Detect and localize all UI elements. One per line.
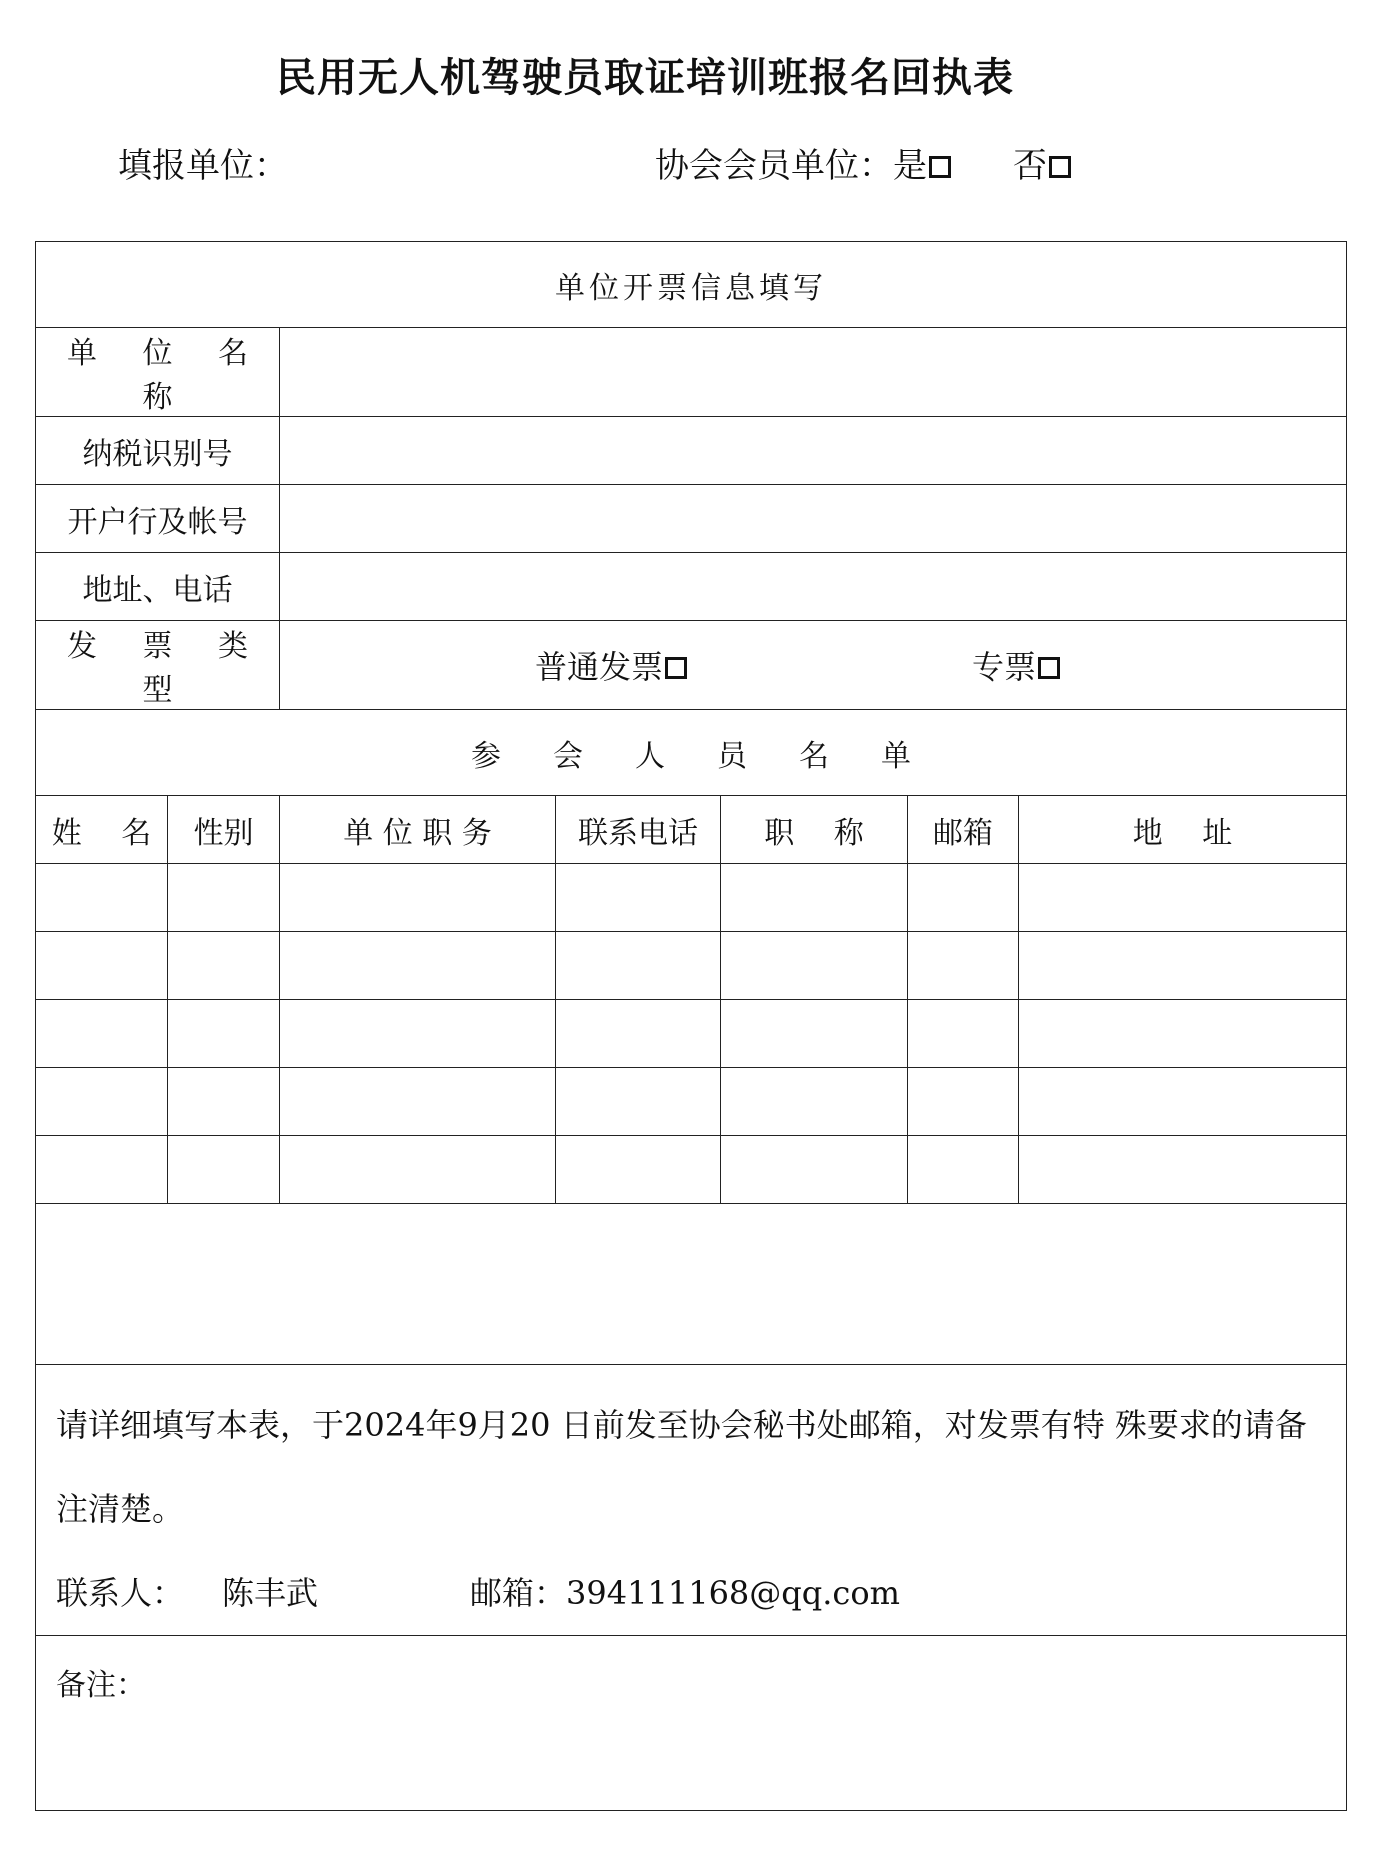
address-phone-field[interactable] <box>280 553 1347 621</box>
participants-section-title <box>36 710 1347 796</box>
participant-phone-cell[interactable] <box>556 1136 721 1204</box>
participant-phone-cell[interactable] <box>556 1000 721 1068</box>
member-unit-row <box>655 138 1071 187</box>
col-header-phone: 联系电话 <box>556 796 721 864</box>
participant-row <box>36 1068 1347 1136</box>
remark-label: 备注： <box>56 1668 146 1703</box>
invoice-normal-checkbox[interactable] <box>665 657 687 679</box>
participant-email-cell[interactable] <box>908 864 1019 932</box>
email-label: 邮箱： <box>470 1574 567 1612</box>
invoice-type-options <box>280 621 1347 710</box>
bank-account-field[interactable] <box>280 485 1347 553</box>
member-no-checkbox[interactable] <box>1049 156 1071 178</box>
participants-title-char: 名 <box>799 738 829 774</box>
contact-label: 联系人： <box>56 1574 185 1612</box>
invoice-option-normal-label: 普通发票 <box>535 648 664 686</box>
participant-gender-cell[interactable] <box>168 932 280 1000</box>
participant-gender-cell[interactable] <box>168 1000 280 1068</box>
participant-address-cell[interactable] <box>1019 1068 1347 1136</box>
invoice-section-title: 单位开票信息填写 <box>36 242 1347 328</box>
participant-address-cell[interactable] <box>1019 932 1347 1000</box>
participant-title-cell[interactable] <box>721 932 908 1000</box>
participant-position-cell[interactable] <box>280 1000 556 1068</box>
participant-address-cell[interactable] <box>1019 1136 1347 1204</box>
registration-form-table <box>35 241 1347 1811</box>
invoice-option-special-label: 专票 <box>972 648 1037 686</box>
participant-name-cell[interactable] <box>36 932 168 1000</box>
address-phone-label: 地址、电话 <box>36 553 280 621</box>
participant-row <box>36 1136 1347 1204</box>
invoice-special-checkbox[interactable] <box>1038 657 1060 679</box>
participant-phone-cell[interactable] <box>556 864 721 932</box>
contact-email: 394111168@qq.com <box>566 1574 900 1612</box>
participant-address-cell[interactable] <box>1019 864 1347 932</box>
participants-title-char: 会 <box>553 738 583 774</box>
participant-name-cell[interactable] <box>36 1136 168 1204</box>
blank-area[interactable] <box>36 1204 1347 1365</box>
remark-field[interactable] <box>36 1636 1347 1811</box>
invoice-option-special <box>972 642 1060 688</box>
invoice-row-bank <box>36 485 1347 553</box>
participant-email-cell[interactable] <box>908 932 1019 1000</box>
participant-title-cell[interactable] <box>721 1000 908 1068</box>
col-header-position: 单 位 职 务 <box>280 796 556 864</box>
participant-name-cell[interactable] <box>36 1068 168 1136</box>
member-no-label: 否 <box>1013 146 1047 186</box>
contact-name: 陈丰武 <box>222 1574 319 1612</box>
participant-position-cell[interactable] <box>280 1136 556 1204</box>
participant-email-cell[interactable] <box>908 1136 1019 1204</box>
unit-name-label: 单 位 名 称 <box>36 328 280 417</box>
tax-id-field[interactable] <box>280 417 1347 485</box>
participant-phone-cell[interactable] <box>556 1068 721 1136</box>
notice-cell <box>36 1365 1347 1636</box>
col-header-gender: 性别 <box>168 796 280 864</box>
participant-row <box>36 1000 1347 1068</box>
bank-account-label: 开户行及帐号 <box>36 485 280 553</box>
participant-title-cell[interactable] <box>721 1068 908 1136</box>
invoice-row-address-phone <box>36 553 1347 621</box>
reporting-unit-label: 填报单位： <box>118 146 288 186</box>
col-header-title: 职 称 <box>721 796 908 864</box>
participants-title-char: 员 <box>717 738 747 774</box>
participants-title-char: 单 <box>881 738 911 774</box>
participant-phone-cell[interactable] <box>556 932 721 1000</box>
participant-email-cell[interactable] <box>908 1068 1019 1136</box>
participant-gender-cell[interactable] <box>168 864 280 932</box>
form-title: 民用无人机驾驶员取证培训班报名回执表 <box>276 55 1014 101</box>
col-header-name: 姓 名 <box>36 796 168 864</box>
participant-row <box>36 932 1347 1000</box>
invoice-option-normal <box>535 642 687 688</box>
tax-id-label: 纳税识别号 <box>36 417 280 485</box>
participant-name-cell[interactable] <box>36 864 168 932</box>
invoice-row-tax-id <box>36 417 1347 485</box>
participant-position-cell[interactable] <box>280 1068 556 1136</box>
member-yes-label: 是 <box>893 146 927 186</box>
participant-address-cell[interactable] <box>1019 1000 1347 1068</box>
col-header-email: 邮箱 <box>908 796 1019 864</box>
contact-row <box>56 1551 1328 1635</box>
participants-header-row <box>36 796 1347 864</box>
member-unit-label: 协会会员单位： <box>655 146 893 186</box>
participant-title-cell[interactable] <box>721 864 908 932</box>
participants-title-char: 参 <box>471 738 501 774</box>
notice-text: 请详细填写本表，于2024年9月20 日前发至协会秘书处邮箱，对发票有特 殊要求的请备注清楚。 <box>56 1406 1307 1528</box>
participant-title-cell[interactable] <box>721 1136 908 1204</box>
invoice-type-label: 发 票 类 型 <box>36 621 280 710</box>
participant-gender-cell[interactable] <box>168 1068 280 1136</box>
participant-position-cell[interactable] <box>280 864 556 932</box>
unit-name-field[interactable] <box>280 328 1347 417</box>
participants-title-char: 人 <box>635 738 665 774</box>
col-header-address: 地 址 <box>1019 796 1347 864</box>
participant-name-cell[interactable] <box>36 1000 168 1068</box>
participant-email-cell[interactable] <box>908 1000 1019 1068</box>
invoice-row-unit-name <box>36 328 1347 417</box>
member-yes-checkbox[interactable] <box>929 156 951 178</box>
invoice-type-row <box>36 621 1347 710</box>
participant-row <box>36 864 1347 932</box>
participant-gender-cell[interactable] <box>168 1136 280 1204</box>
participant-position-cell[interactable] <box>280 932 556 1000</box>
